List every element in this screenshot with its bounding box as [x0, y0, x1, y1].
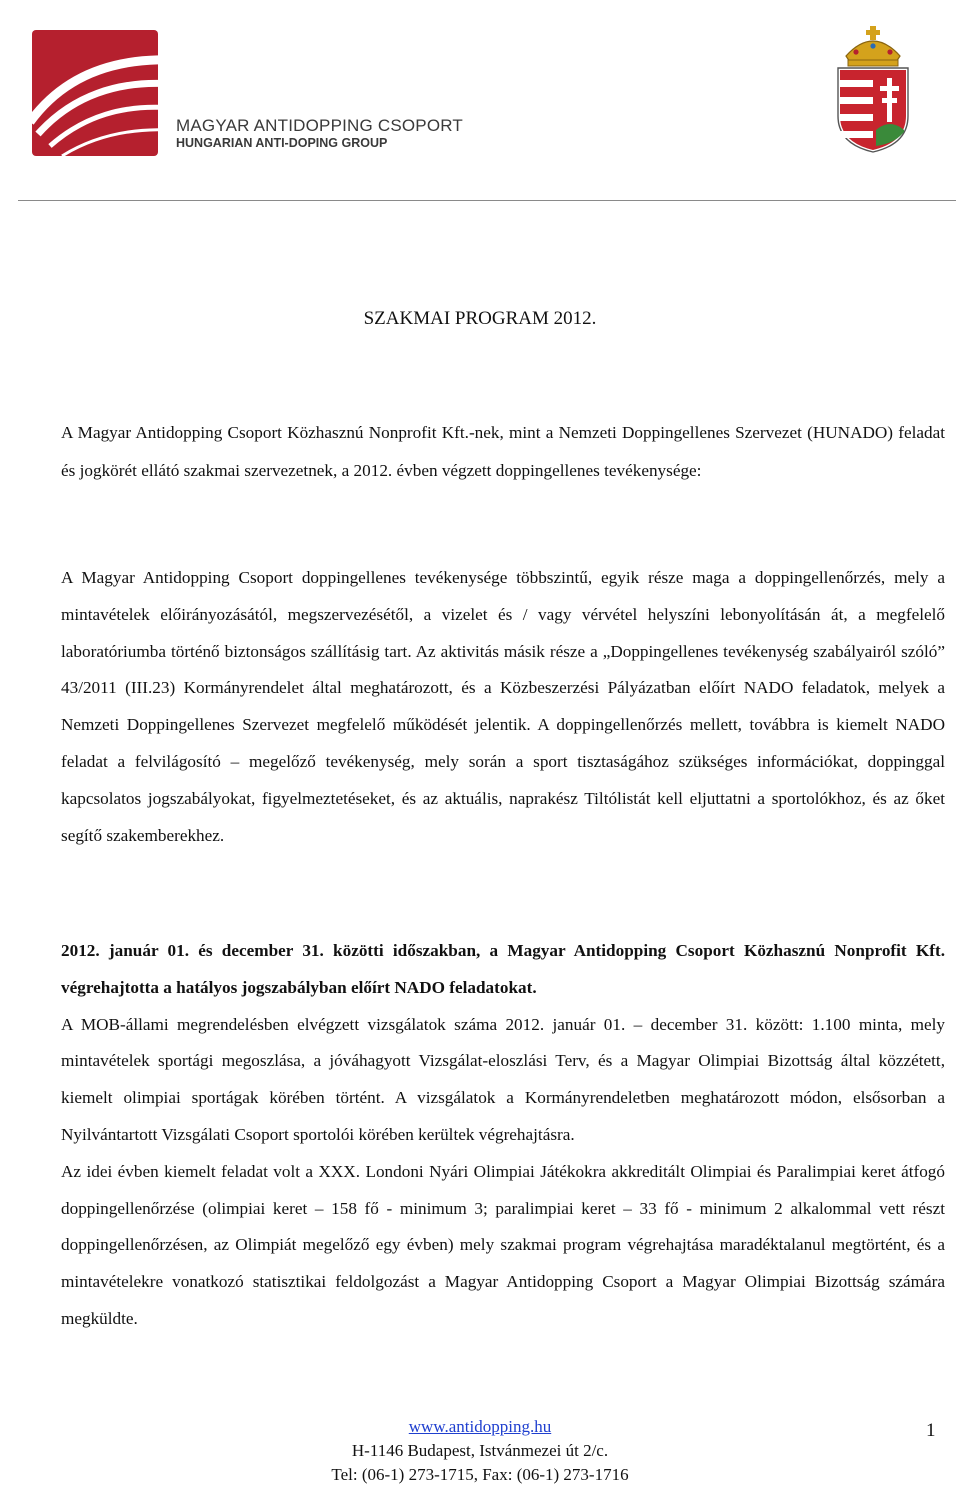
footer-address: H-1146 Budapest, Istvánmezei út 2/c.	[351, 1441, 609, 1460]
paragraph-results	[61, 933, 945, 1338]
results-text-1: A MOB-állami megrendelésben elvégzett vizsgálatok száma 2012. január 01. – december 31. között: 1.100 minta, mely mintavételek sportági megoszlása, a jóváhagyott Vizsgálat-eloszlási Terv, és a Magyar Olimpiai Bizottság által közzétett, kiemelt olimpiai sportágak körében történt. A vizsgálatok a Kormányrendeletben meghatározott módon, elsősorban a Nyilvántartott Vizsgálati Csoport sportolói körében kerültek végrehajtásra.	[61, 1014, 945, 1144]
results-bold-text: 2012. január 01. és december 31. közötti időszakban, a Magyar Antidopping Csoport Közhasznú Nonprofit Kft. végrehajtotta a hatályos jogszabályban előírt NADO feladatokat.	[61, 941, 945, 997]
activities-sentence-2: Az aktivitás másik része a „Doppingellenes tevékenység szabályairól szóló” 43/2011 (III.23) Kormányrendelet által meghatározott, és a Közbeszerzési Pályázatban előírt NADO feladatok, melyek a Nemzeti Doppingellenes Szervezet megfelelő működését jelentik. A doppingellenőrzés mellett, továbbra is kiemelt NADO feladat a felvilágosító – megelőző tevékenység, mely során a sport tisztaságához szükséges információkat, doppinggal kapcsolatos jogszabályokat, figyelmeztetéseket, és az aktuális, naprakész Tiltólistát kell eljuttatni a sportolókhoz, és az őket segítő szakemberekhez.	[61, 641, 945, 845]
org-name-hu: MAGYAR ANTIDOPPING CSOPORT	[176, 116, 464, 135]
page-number: 1	[926, 1420, 936, 1441]
hungarian-coat-of-arms-icon	[832, 22, 914, 159]
results-text-2: Az idei évben kiemelt feladat volt a XXX. Londoni Nyári Olimpiai Játékokra akkreditált Olimpiai és Paralimpiai keret átfogó doppingellenőrzése (olimpiai keret – 158 fő - minimum 3; paralimpiai keret – 33 fő - minimum 2 alkalommal vett részt doppingellenőrzésen, az Olimpiát megelőző egy évben) mely szakmai program végrehajtása maradéktalanul megtörtént, és a mintavételekre vonatkozó statisztikai feldolgozást a Magyar Antidopping Csoport a Magyar Olimpiai Bizottság számára megküldte.	[61, 1161, 945, 1328]
lead-text: A Magyar Antidopping Csoport Közhasznú Nonprofit Kft.-nek, mint a Nemzeti Doppingellenes Szervezet (HUNADO) feladat és jogkörét ellátó szakmai szervezetnek, a 2012. évben végzett doppingellenes tevékenysége:	[61, 423, 945, 480]
letterhead	[0, 0, 960, 205]
hunado-logo-icon	[32, 30, 158, 161]
paragraph-activities	[61, 560, 945, 854]
footer	[0, 1415, 960, 1487]
footer-contact: Tel: (06-1) 273-1715, Fax: (06-1) 273-1716	[331, 1465, 629, 1484]
lead-paragraph	[61, 414, 945, 489]
document-title: SZAKMAI PROGRAM 2012.	[363, 308, 597, 329]
organization-name	[176, 116, 463, 151]
website-link[interactable]: www.antidopping.hu	[408, 1417, 552, 1436]
activities-sentence-1: A Magyar Antidopping Csoport doppingellenes tevékenysége többszintű, egyik része maga a doppingellenőrzés, mely a mintavételek előirányozásától, megszervezésétől, a vizelet és / vagy vérvétel helyszíni lebonyolításán át, a megfelelő laboratóriumba történő biztonságos szállításig tart.	[61, 568, 945, 661]
header-divider	[18, 200, 956, 201]
org-name-en: HUNGARIAN ANTI-DOPING GROUP	[176, 136, 388, 150]
